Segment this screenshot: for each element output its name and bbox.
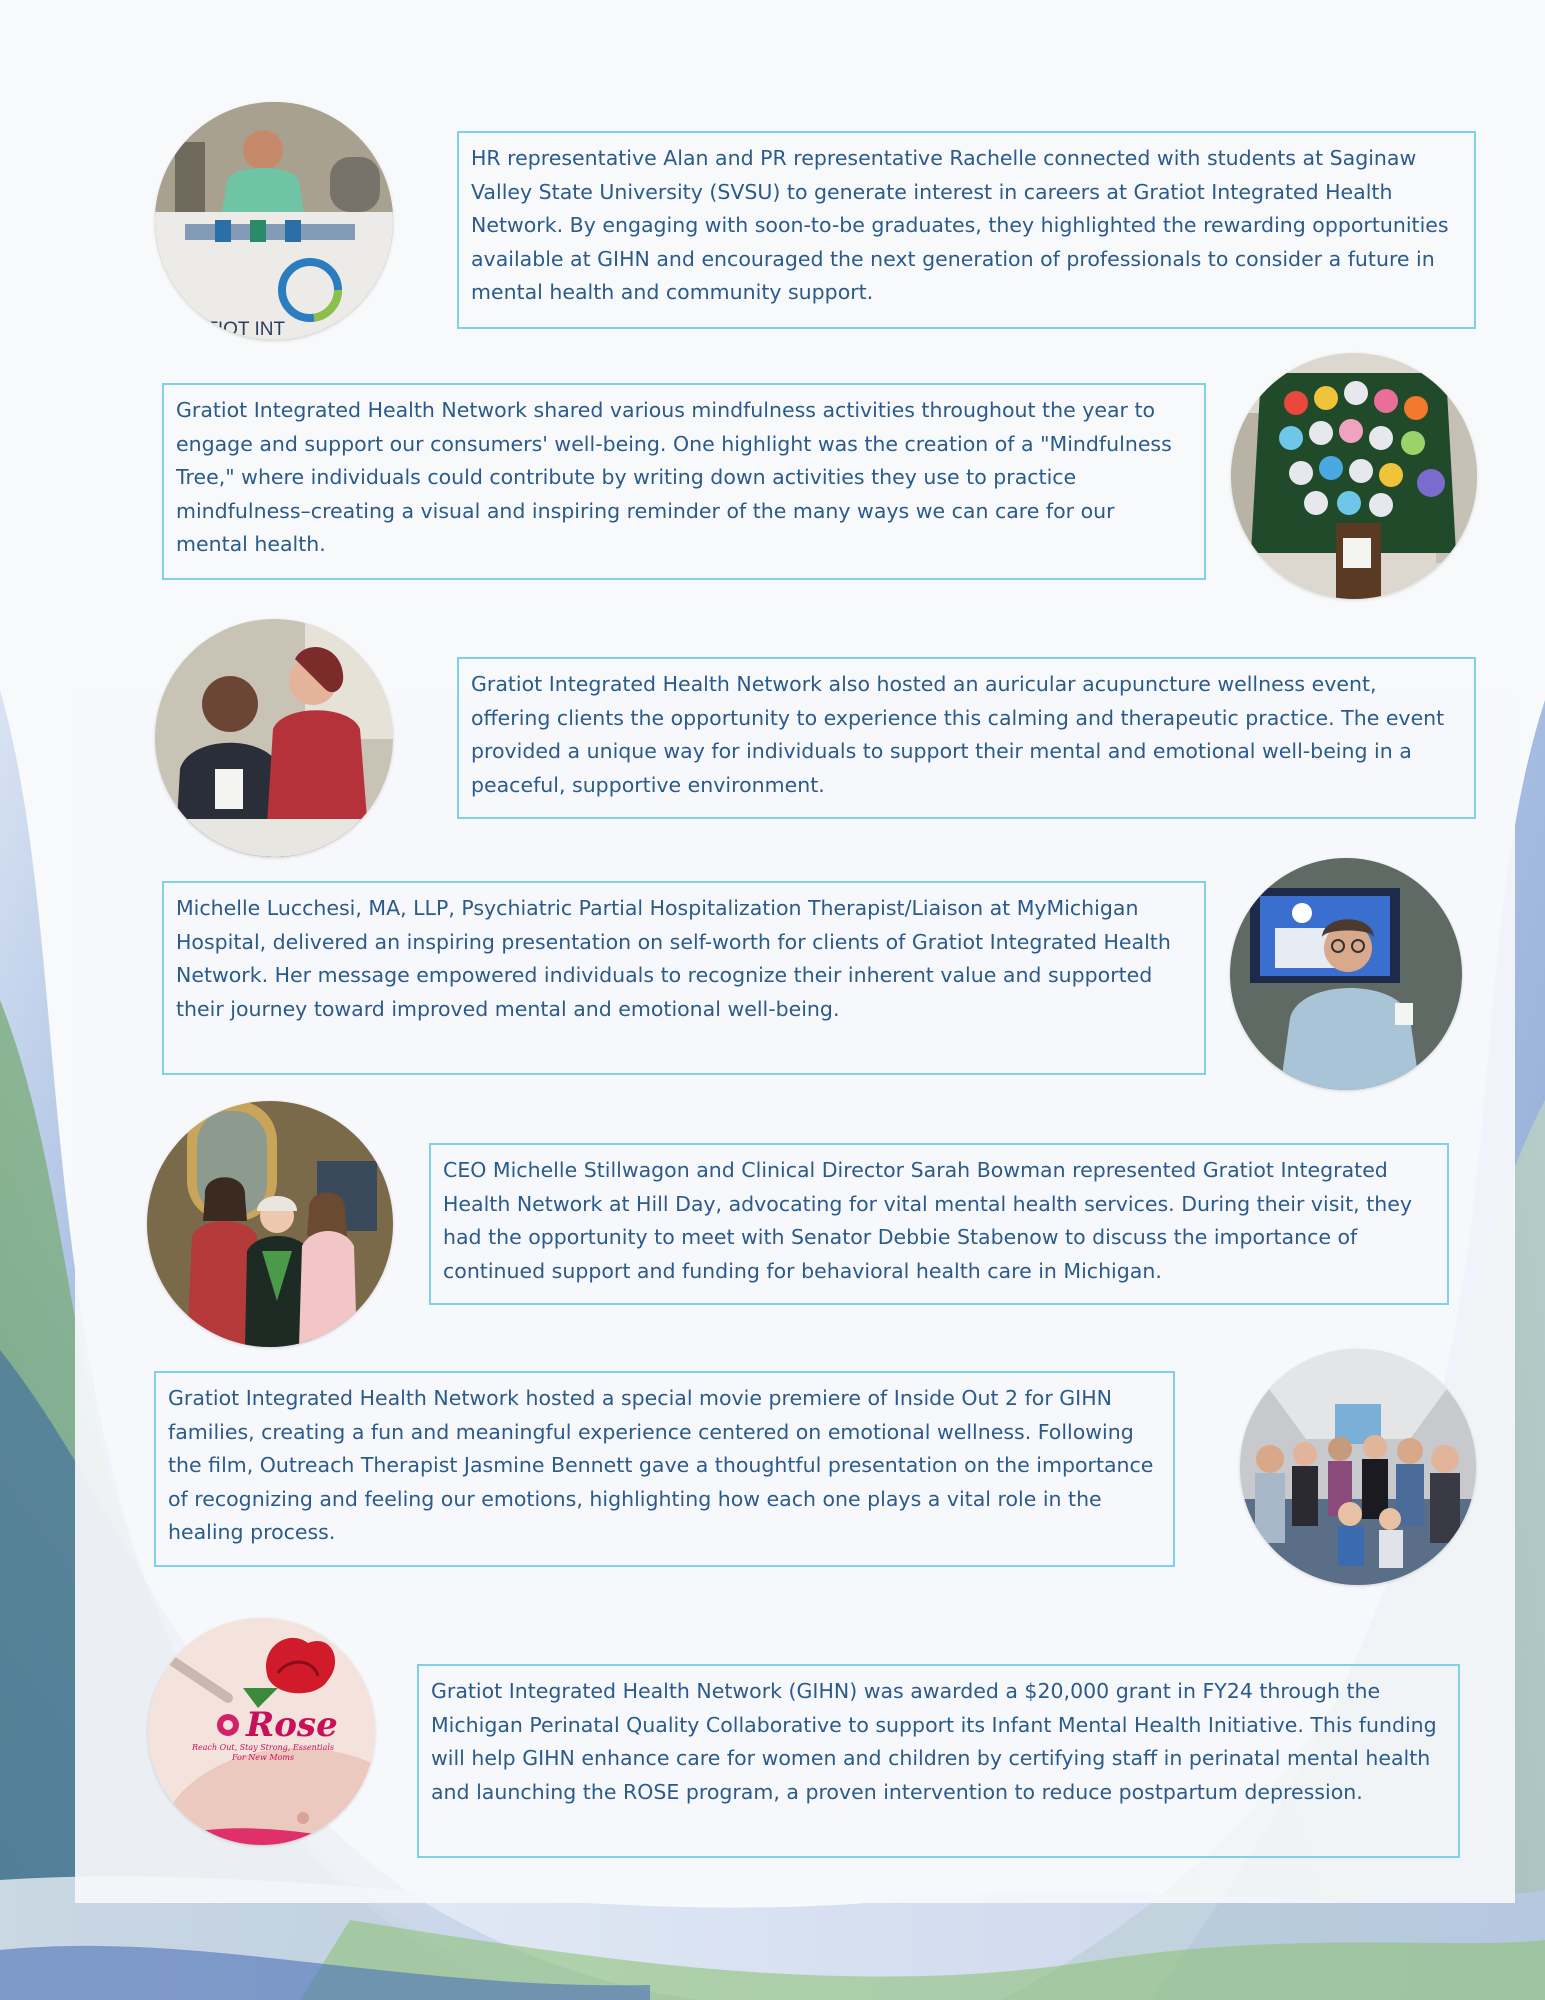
self-worth-presenter-photo	[1230, 858, 1462, 1090]
rose-logo-text: Rose	[246, 1705, 338, 1745]
acupuncture-event-photo	[155, 619, 393, 857]
movie-premiere-text: Gratiot Integrated Health Network hosted a special movie premiere of Inside Out 2 for GIHN families, creating a fun and meaningful experience centered on emotional wellness. Following the film, Outreach Therapist Jasmine Bennett gave a thoughtful presentation on the importance of recognizing and feeling our emotions, highlighting how each one plays a vital role in the healing process.	[154, 1371, 1175, 1567]
mindfulness-tree-text: Gratiot Integrated Health Network shared various mindfulness activities throughout the year to engage and support our consumers' well-being. One highlight was the creation of a "Mindfulness Tree," where individuals could contribute by writing down activities they use to practice mindfulness–creating a visual and inspiring reminder of the many ways we can care for our mental health.	[162, 383, 1206, 580]
movie-premiere-photo	[1240, 1349, 1476, 1585]
acupuncture-event-text: Gratiot Integrated Health Network also hosted an auricular acupuncture wellness event, offering clients the opportunity to experience this calming and therapeutic practice. The event provided a unique way for individuals to support their mental and emotional well-being in a peaceful, supportive environment.	[457, 657, 1476, 819]
photo-banner-text: ATIOT INT	[195, 319, 286, 340]
career-fair-photo	[155, 102, 393, 340]
rose-grant-text: Gratiot Integrated Health Network (GIHN) was awarded a $20,000 grant in FY24 through the Michigan Perinatal Quality Collaborative to support its Infant Mental Health Initiative. This funding will help GIHN enhance care for women and children by certifying staff in perinatal mental health and launching the ROSE program, a proven intervention to reduce postpartum depression.	[417, 1664, 1460, 1858]
hill-day-text: CEO Michelle Stillwagon and Clinical Director Sarah Bowman represented Gratiot Integrated Health Network at Hill Day, advocating for vital mental health services. During their visit, they had the opportunity to meet with Senator Debbie Stabenow to discuss the importance of continued support and funding for behavioral health care in Michigan.	[429, 1143, 1449, 1305]
rose-tagline-line2: For New Moms	[231, 1753, 295, 1762]
mindfulness-tree-photo	[1231, 353, 1477, 599]
rose-tagline-line1: Reach Out, Stay Strong, Essentials	[191, 1743, 335, 1752]
self-worth-presentation-text: Michelle Lucchesi, MA, LLP, Psychiatric Partial Hospitalization Therapist/Liaison at MyMichigan Hospital, delivered an inspiring presentation on self-worth for clients of Gratiot Integrated Health Network. Her message empowered individuals to recognize their inherent value and supported their journey toward improved mental and emotional well-being.	[162, 881, 1206, 1075]
hill-day-photo	[147, 1101, 393, 1347]
career-fair-text: HR representative Alan and PR representative Rachelle connected with students at Saginaw Valley State University (SVSU) to generate interest in careers at Gratiot Integrated Health Network. By engaging with soon-to-be graduates, they highlighted the rewarding opportunities available at GIHN and encouraged the next generation of professionals to consider a future in mental health and community support.	[457, 131, 1476, 329]
rose-program-photo	[148, 1618, 375, 1845]
